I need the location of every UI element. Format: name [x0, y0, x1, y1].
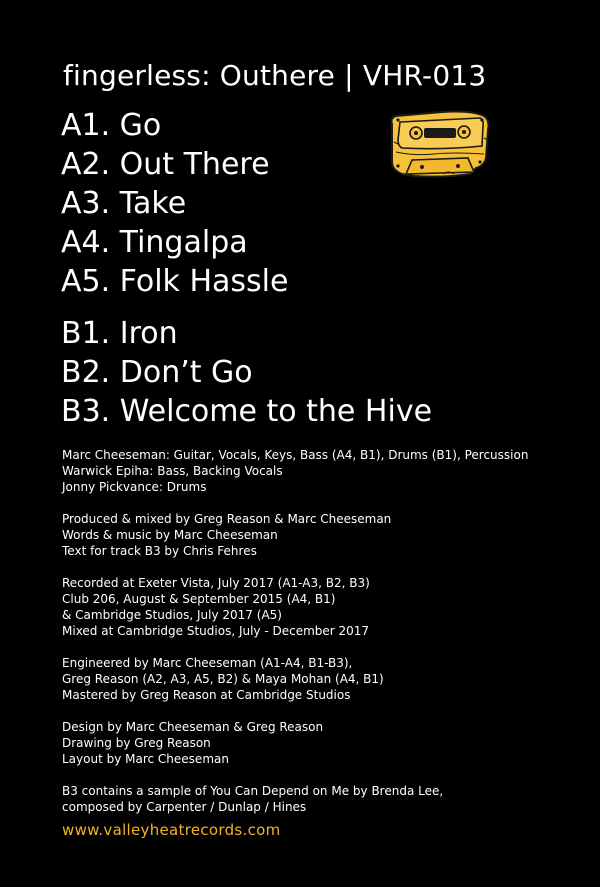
credit-line: Warwick Epiha: Bass, Backing Vocals: [62, 464, 283, 478]
track-b2: B2. Don’t Go: [61, 355, 253, 390]
side-a-tracklist: [61, 106, 288, 301]
track-a1: A1. Go: [61, 108, 162, 143]
cassette-bottom: [406, 158, 474, 174]
credit-line: Jonny Pickvance: Drums: [62, 480, 207, 494]
track-a2: A2. Out There: [61, 147, 270, 182]
credit-line: Layout by Marc Cheeseman: [62, 752, 229, 766]
track-b1: B1. Iron: [61, 316, 178, 351]
track-a4: A4. Tingalpa: [61, 225, 248, 260]
credit-line: Marc Cheeseman: Guitar, Vocals, Keys, Bass (A4, B1), Drums (B1), Percussion: [62, 448, 529, 462]
credit-line: Words & music by Marc Cheeseman: [62, 528, 278, 542]
label-website-link[interactable]: www.valleyheatrecords.com: [62, 821, 281, 839]
credit-line: Mastered by Greg Reason at Cambridge Studios: [62, 688, 351, 702]
credits-production: [62, 511, 528, 559]
cassette-window: [424, 128, 456, 138]
album-title: fingerless: Outhere | VHR-013: [63, 59, 487, 92]
credits-sample: [62, 783, 528, 815]
credits-musicians: [62, 447, 528, 495]
credit-line: Greg Reason (A2, A3, A5, B2) & Maya Mohan (A4, B1): [62, 672, 384, 686]
credit-line: Engineered by Marc Cheeseman (A1-A4, B1-B3),: [62, 656, 353, 670]
credit-line: Produced & mixed by Greg Reason & Marc Cheeseman: [62, 512, 392, 526]
credit-line: B3 contains a sample of You Can Depend on Me by Brenda Lee,: [62, 784, 444, 798]
credits-design: [62, 719, 528, 767]
side-b-tracklist: [61, 314, 432, 431]
credit-line: Drawing by Greg Reason: [62, 736, 211, 750]
credit-line: Mixed at Cambridge Studios, July - December 2017: [62, 624, 370, 638]
credits: [62, 447, 528, 831]
track-b3: B3. Welcome to the Hive: [61, 394, 433, 429]
track-a5: A5. Folk Hassle: [61, 264, 289, 299]
credits-recording: [62, 575, 528, 639]
credits-engineering: [62, 655, 528, 703]
credit-line: Recorded at Exeter Vista, July 2017 (A1-A3, B2, B3): [62, 576, 370, 590]
credit-line: composed by Carpenter / Dunlap / Hines: [62, 800, 307, 814]
credit-line: Club 206, August & September 2015 (A4, B1): [62, 592, 336, 606]
credit-line: Design by Marc Cheeseman & Greg Reason: [62, 720, 324, 734]
cassette-tape-icon: [384, 104, 492, 184]
credit-line: Text for track B3 by Chris Fehres: [62, 544, 257, 558]
track-a3: A3. Take: [61, 186, 187, 221]
credit-line: & Cambridge Studios, July 2017 (A5): [62, 608, 282, 622]
